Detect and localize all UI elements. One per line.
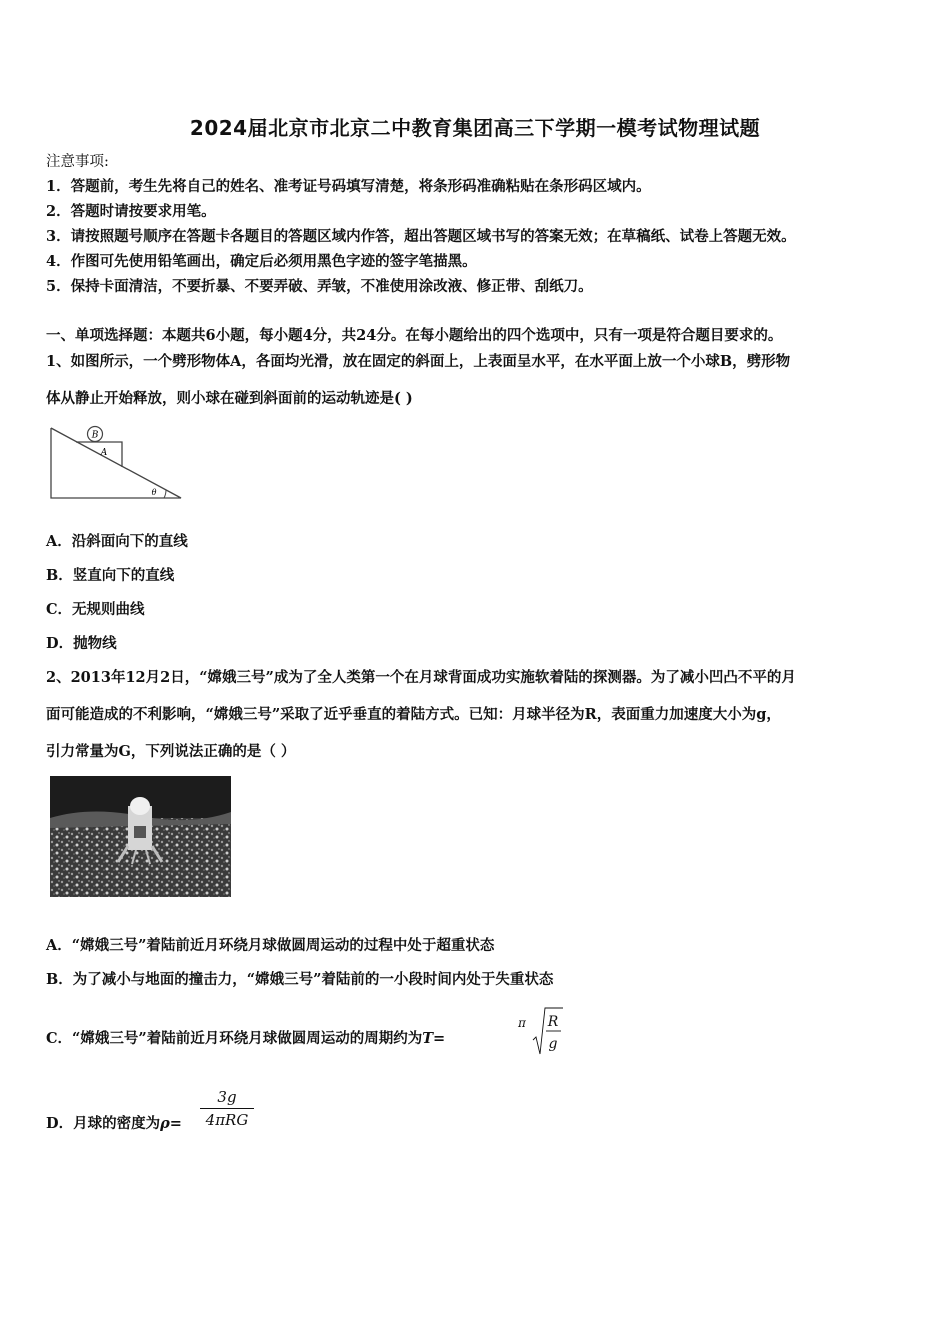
density-fraction <box>200 1088 254 1129</box>
notice-item-5: 5．保持卡面清洁，不要折暴、不要弄破、弄皱，不准使用涂改液、修正带、刮纸刀。 <box>46 278 593 295</box>
incline-wedge-figure <box>46 424 186 504</box>
page-title: 2024届北京市北京二中教育集团高三下学期一模考试物理试题 <box>189 116 761 140</box>
q2-option-c <box>46 1029 445 1049</box>
section-heading: 一、单项选择题：本题共6小题，每小题4分，共24分。在每小题给出的四个选项中，只有一项是符合题目要求的。 <box>46 327 783 344</box>
q1-option-a: A．沿斜面向下的直线 <box>46 533 188 550</box>
q2-option-b: B．为了减小与地面的撞击力，“嫦娥三号”着陆前的一小段时间内处于失重状态 <box>46 971 554 988</box>
notice-item-3: 3．请按照题号顺序在答题卡各题目的答题区域内作答，超出答题区域书写的答案无效；在草稿纸、试卷上答题无效。 <box>46 228 796 245</box>
q1-stem-line2: 体从静止开始释放，则小球在碰到斜面前的运动轨迹是( ) <box>46 390 413 407</box>
angle-arc <box>164 490 166 498</box>
notice-item-2: 2．答题时请按要求用笔。 <box>46 203 216 220</box>
q2-option-c-text: C．“嫦娥三号”着陆前近月环绕月球做圆周运动的周期约为 <box>46 1030 423 1047</box>
q2-option-d-var: ρ= <box>160 1115 182 1132</box>
q2-stem-line3: 引力常量为G，下列说法正确的是（ ） <box>46 743 296 760</box>
density-denominator: 4πRG <box>205 1111 249 1129</box>
notice-heading: 注意事项: <box>46 154 109 170</box>
q2-option-a: A．“嫦娥三号”着陆前近月环绕月球做圆周运动的过程中处于超重状态 <box>46 937 495 954</box>
q1-option-d: D．抛物线 <box>46 635 117 652</box>
q2-stem-line1: 2、2013年12月2日，“嫦娥三号”成为了全人类第一个在月球背面成功实施软着陆的探测器。为了减小凹凸不平的月 <box>46 669 796 686</box>
q2-option-c-var: T= <box>422 1030 446 1047</box>
q2-stem-line2: 面可能造成的不利影响，“嫦娥三号”采取了近乎垂直的着陆方式。已知：月球半径为R，表面重力加速度大小为g， <box>46 706 781 723</box>
q1-option-b: B．竖直向下的直线 <box>46 567 175 584</box>
incline-outline <box>51 428 181 498</box>
sqrt-denominator: g <box>548 1036 558 1052</box>
angle-label: θ <box>151 488 157 497</box>
q1-stem-line1: 1、如图所示，一个劈形物体A，各面均光滑，放在固定的斜面上，上表面呈水平，在水平面上放一个小球B，劈形物 <box>46 353 791 370</box>
q2-option-d-text: D．月球的密度为 <box>46 1115 161 1132</box>
lander-top <box>130 797 150 815</box>
sqrt-numerator: R <box>547 1014 559 1030</box>
period-formula <box>516 1004 566 1058</box>
notice-item-1: 1．答题前，考生先将自己的姓名、准考证号码填写清楚，将条形码准确粘贴在条形码区域内。 <box>46 178 651 195</box>
wedge-label: A <box>100 448 108 458</box>
pi-symbol: π <box>518 1016 526 1030</box>
ball-label: B <box>91 430 99 441</box>
lunar-lander-photo <box>50 776 231 897</box>
lunar-lander-image <box>50 776 231 897</box>
q1-option-c: C．无规则曲线 <box>46 601 145 618</box>
q2-option-d <box>46 1114 182 1134</box>
notice-item-4: 4．作图可先使用铅笔画出，确定后必须用黑色字迹的签字笔描黑。 <box>46 253 477 270</box>
density-numerator: 3g <box>200 1088 254 1109</box>
